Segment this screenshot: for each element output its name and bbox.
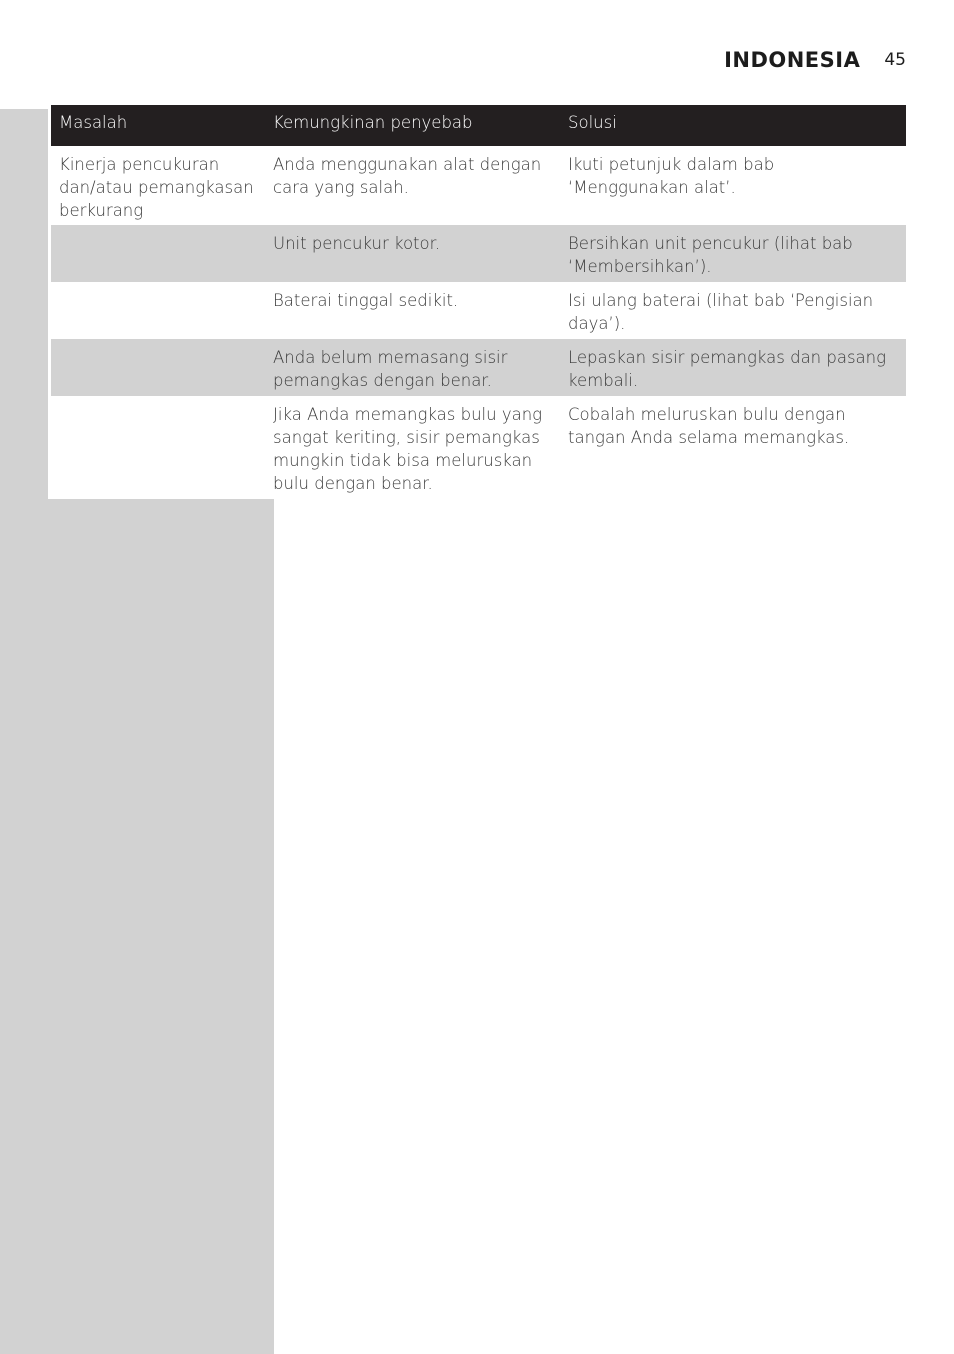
problem-cell — [51, 339, 265, 396]
table-row — [51, 396, 906, 499]
table-row — [51, 146, 906, 225]
column-header-problem: Masalah — [59, 113, 128, 132]
side-band-bottom — [0, 499, 274, 1354]
table-row — [51, 282, 906, 339]
solution-cell: Bersihkan unit pencukur (lihat bab ‘Membersihkan’). — [568, 234, 853, 276]
page-number: 45 — [884, 50, 906, 70]
cause-cell: Unit pencukur kotor. — [273, 234, 441, 253]
column-header-solution: Solusi — [568, 113, 617, 132]
cause-cell: Jika Anda memangkas bulu yang sangat keriting, sisir pemangkas mungkin tidak bisa meluruskan bulu dengan benar. — [273, 405, 543, 493]
cause-cell: Anda menggunakan alat dengan cara yang salah. — [273, 155, 542, 197]
problem-cell — [51, 282, 265, 339]
table-header-row — [51, 105, 906, 146]
page-header — [724, 45, 906, 75]
section-title: INDONESIA — [724, 48, 861, 72]
solution-cell: Cobalah meluruskan bulu dengan tangan Anda selama memangkas. — [568, 405, 850, 447]
solution-cell: Ikuti petunjuk dalam bab ‘Menggunakan alat’. — [568, 155, 775, 197]
problem-cell — [51, 396, 265, 499]
solution-cell: Lepaskan sisir pemangkas dan pasang kembali. — [568, 348, 887, 390]
cause-cell: Anda belum memasang sisir pemangkas dengan benar. — [273, 348, 508, 390]
problem-cell: Kinerja pencukuran dan/atau pemangkasan berkurang — [59, 155, 254, 220]
side-band-top — [0, 109, 48, 499]
table-row — [51, 339, 906, 396]
column-header-cause: Kemungkinan penyebab — [273, 113, 473, 132]
table-row — [51, 225, 906, 282]
cause-cell: Baterai tinggal sedikit. — [273, 291, 459, 310]
problem-cell — [51, 225, 265, 282]
solution-cell: Isi ulang baterai (lihat bab ‘Pengisian daya’). — [568, 291, 874, 333]
troubleshooting-table — [51, 105, 906, 499]
